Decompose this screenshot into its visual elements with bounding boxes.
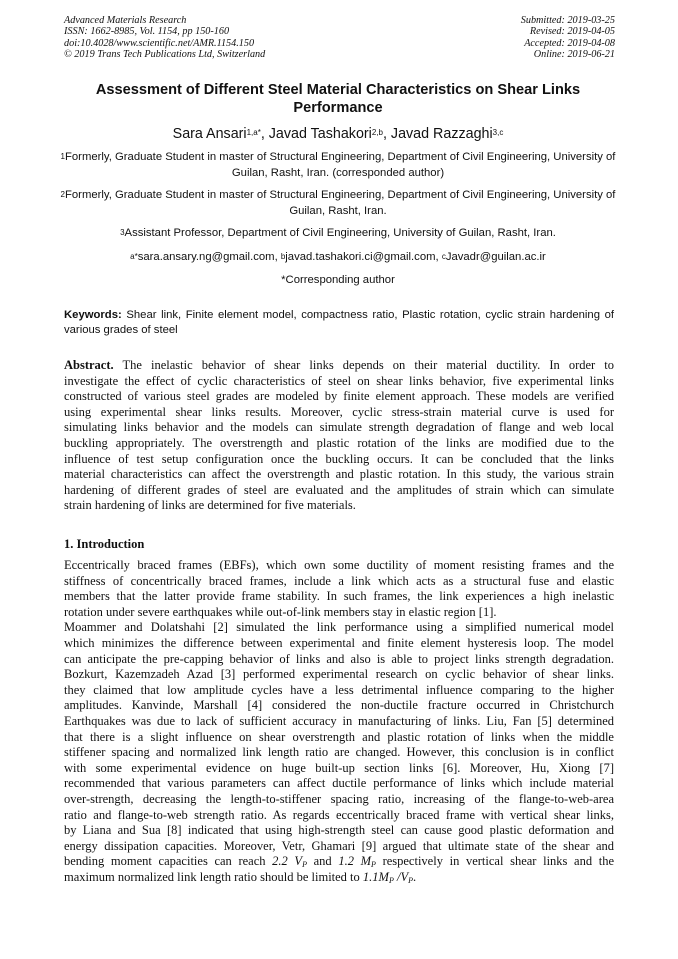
accepted-date: Accepted: 2019-04-08	[524, 37, 615, 49]
affiliation-3	[60, 226, 616, 242]
intro-line: amplitudes. Kanvinde, Marshall [4] considered the non-ductile fracture occurred in Christchurch	[64, 698, 614, 713]
abstract-line: constructed of various steel grades are modeled by finite element approach. These models are verified	[64, 389, 614, 404]
affiliation-sup: 2	[60, 190, 65, 199]
intro-line: stiffener spacing and normalized link length ratio are changed. However, this conclusion is in conflict	[64, 745, 614, 760]
author-name: Javad Razzaghi	[390, 126, 493, 142]
email-address[interactable]: Javadr@guilan.ac.ir	[445, 251, 546, 263]
affiliation-text: Assistant Professor, Department of Civil Engineering, University of Guilan, Rasht, Iran.	[124, 227, 556, 239]
abstract-line: buckling appropriately. The overstrength and plastic rotation of the links are modified due to the	[64, 435, 614, 450]
abstract-line: simulating links behavior and the models can simulate strength degradation of flange and web local	[64, 420, 614, 435]
abstract-line: strain hardening of links are determined for five materials.	[64, 498, 356, 513]
section-heading: 1. Introduction	[64, 537, 145, 551]
abstract-line: hardening of different grades of steel are evaluated and the amplitudes of strain which can simulate	[64, 482, 614, 497]
intro-line: bending moment capacities can reach 2.2 VP and 1.2 MP respectively in vertical shear links and the	[64, 854, 615, 870]
intro-line: can anticipate the pre-capping behavior of links and also is able to project links strength degradation.	[64, 651, 614, 666]
author-sup: 3,c	[492, 128, 504, 137]
intro-line: ratio and flange-to-web strength ratio. As regards eccentrically braced frame with vertical shear links,	[64, 807, 614, 822]
email-list: $^{a*}$sara.ansary.ng@gmail.com, $^b$javad.tashakori.ci@gmail.com, $^c$Javadr@guilan.ac.ir	[130, 251, 546, 263]
intro-line: with some experimental evidence on huge built-up section links [6]. Moreover, Hu, Xiong [7]	[64, 760, 614, 775]
intro-line: energy dissipation capacities. Moreover, Vetr, Ghamari [9] argued that ultimate state of the shear and	[64, 838, 614, 853]
affiliation-sup: 1	[60, 152, 65, 161]
affiliation-1	[60, 150, 616, 181]
intro-line: by Liana and Sua [8] indicated that using high-strength steel can cause good plastic deformation and	[64, 823, 614, 838]
keywords-text: Shear link, Finite element model, compactness ratio, Plastic rotation, cyclic strain hardening of various grades of steel	[64, 309, 615, 336]
intro-line: Earthquakes was due to lack of sufficient accuracy in manufacturing of links. Liu, Fan [5] determined	[64, 713, 614, 728]
intro-line: that there is a slight influence on shear overstrength and plastic rotation of links when the middle	[64, 729, 614, 744]
dates-info	[521, 15, 615, 60]
affiliation-text: Formerly, Graduate Student in master of Structural Engineering, Department of Civil Engineering, University of Guilan, Rasht, Iran.	[65, 189, 616, 217]
journal-info	[64, 15, 265, 60]
abstract-line: using experimental shear links results. Moreover, cyclic stress-strain material curve is used for	[64, 404, 614, 419]
intro-line: rotation under severe earthquakes while out-of-link members stay in elastic region [1].	[64, 604, 497, 619]
intro-line: over-strength, decreasing the length-to-stiffener spacing ratio, increasing of the flange-to-web-area	[64, 791, 614, 806]
email-sup: b	[280, 252, 286, 261]
abstract-label: Abstract.	[64, 358, 114, 372]
email-address[interactable]: javad.tashakori.ci@gmail.com	[285, 251, 436, 263]
journal-name: Advanced Materials Research	[64, 15, 187, 26]
abstract-line: material characteristics can affect the overstrength and plastic rotation. In this study, the various strain	[64, 467, 614, 482]
abstract-line: influence of test setup configuration once the buckling occurs. It can be concluded that the links	[64, 451, 614, 466]
intro-line: maximum normalized link length ratio should be limited to 1.1MP /VP.	[64, 869, 417, 885]
corresponding-note: *Corresponding author	[281, 274, 395, 286]
paper-title: Assessment of Different Steel Material Characteristics on Shear Links Performance	[95, 82, 581, 116]
issn-line: ISSN: 1662-8985, Vol. 1154, pp 150-160	[64, 26, 230, 38]
abstract-line: Abstract. The inelastic behavior of shear links depends on their material ductility. In order to	[64, 358, 614, 372]
email-address[interactable]: sara.ansary.ng@gmail.com	[137, 251, 275, 263]
revised-date: Revised: 2019-04-05	[529, 26, 615, 38]
keywords-label: Keywords:	[64, 309, 122, 321]
abstract-line: investigate the effect of cyclic characteristics of steel on shear links behavior, five experimental links	[64, 373, 614, 388]
email-sup: c	[441, 252, 446, 261]
affiliation-2	[60, 188, 616, 219]
affiliation-text: Formerly, Graduate Student in master of Structural Engineering, Department of Civil Engineering, University of Guilan, Rasht, Iran. (corresponded author)	[65, 151, 616, 179]
author-name: Sara Ansari	[172, 126, 247, 142]
author-sup: 2,b	[371, 128, 383, 137]
submitted-date: Submitted: 2019-03-25	[520, 15, 615, 26]
intro-line: recommended that various parameters can affect ductile performance of links which include material	[64, 776, 614, 791]
doi-line: doi:10.4028/www.scientific.net/AMR.1154.150	[64, 37, 255, 49]
author-sup: 1,a*	[246, 128, 261, 137]
affiliation-sup: 3	[120, 228, 125, 237]
intro-line: members that the latter provide frame stability. In such frames, the link experiences a high inelastic	[64, 589, 614, 604]
intro-line: which minimizes the difference between experimental and finite element hysteresis loop. The model	[64, 635, 614, 650]
email-sup: a*	[130, 252, 138, 261]
abstract	[64, 358, 614, 514]
intro-line: Bozkurt, Kazemzadeh Azad [3] performed experimental research on cyclic behavior of shear links.	[64, 667, 614, 682]
introduction-body	[64, 558, 614, 885]
keywords	[64, 308, 614, 338]
copyright-line: © 2019 Trans Tech Publications Ltd, Switzerland	[64, 48, 266, 60]
online-date: Online: 2019-06-21	[533, 48, 615, 60]
intro-line: stiffness of concentrically braced frames, include a link which acts as a structural fuse and elastic	[64, 573, 614, 588]
intro-line: they claimed that low amplitude cycles have a less detrimental influence comparing to the higher	[64, 682, 614, 697]
author-name: Javad Tashakori	[268, 126, 372, 142]
intro-line: Eccentrically braced frames (EBFs), which own some ductility of moment resisting frames and the	[64, 558, 614, 572]
intro-line: Moammer and Dolatshahi [2] simulated the link performance using a simplified numerical model	[64, 620, 614, 635]
author-list: Sara Ansari$^{1,a*}$, Javad Tashakori$^{2,b}$, Javad Razzaghi$^{3,c}$	[172, 126, 504, 142]
